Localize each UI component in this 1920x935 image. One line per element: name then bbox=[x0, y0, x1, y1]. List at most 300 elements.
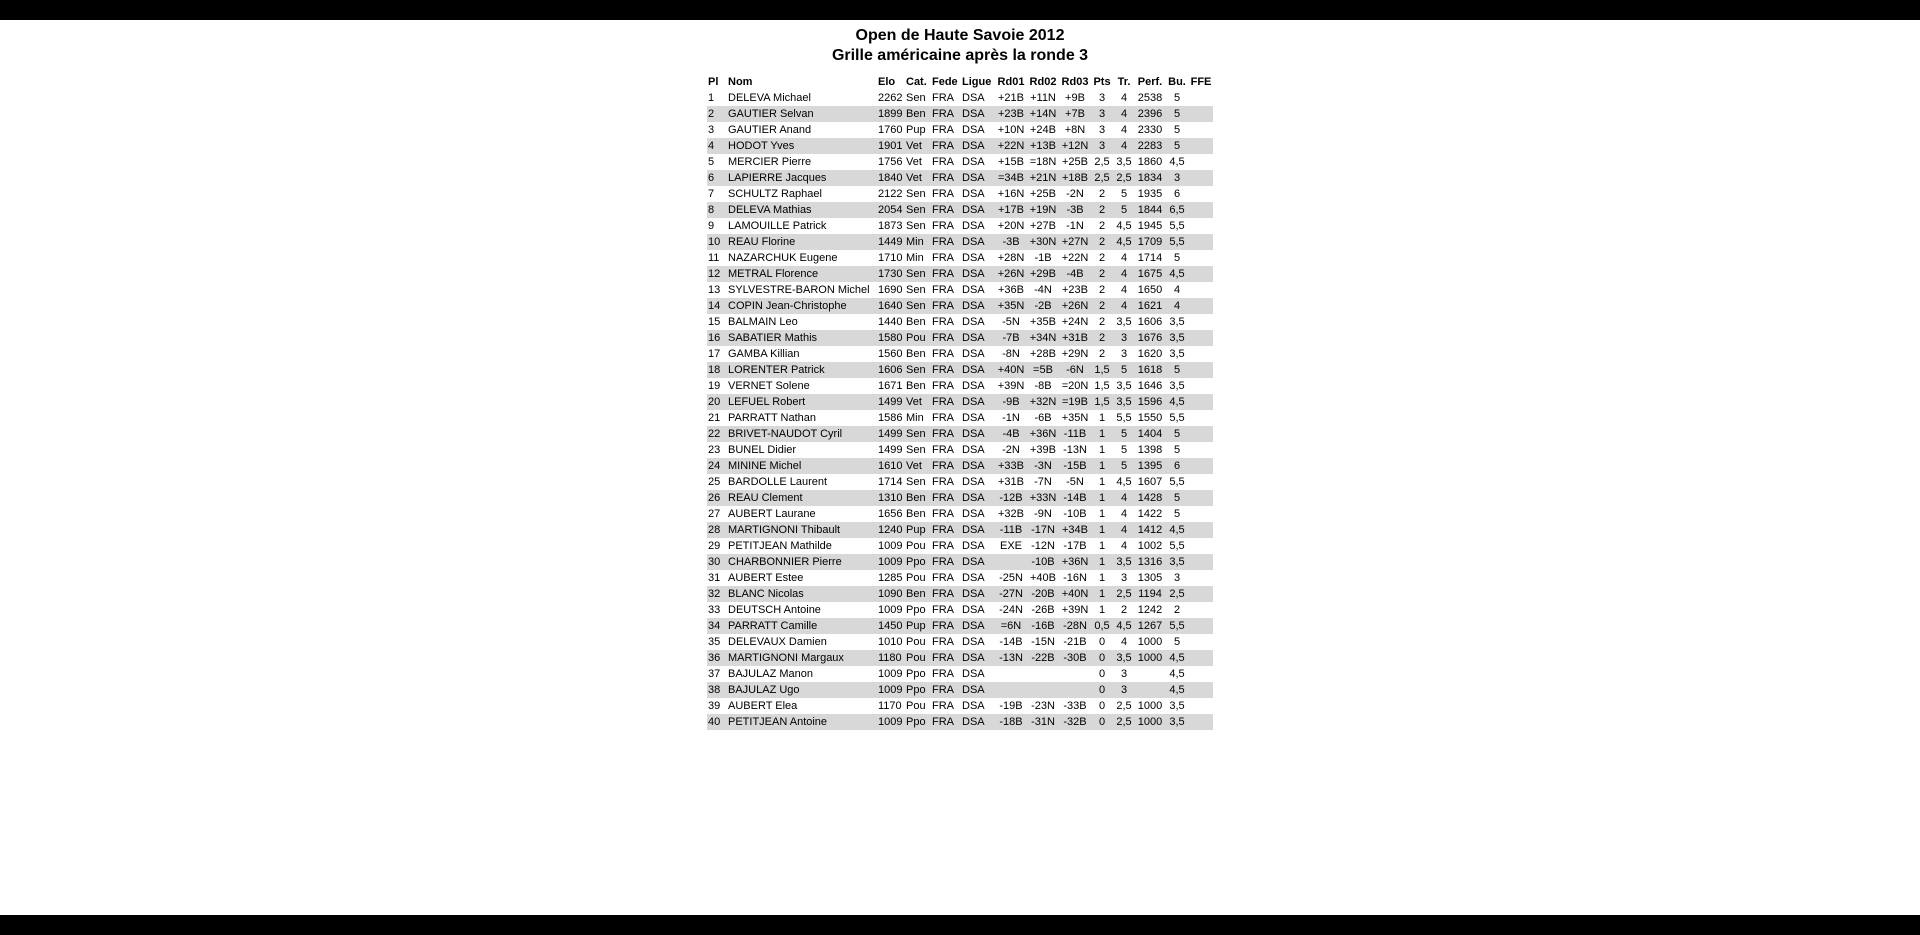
cell: 4,5 bbox=[1116, 476, 1132, 488]
cell: FRA bbox=[932, 108, 954, 120]
cell bbox=[1189, 186, 1213, 202]
cell: 2 bbox=[1098, 300, 1106, 312]
cell: 1860 bbox=[1137, 156, 1163, 168]
cell: 1 bbox=[1098, 492, 1106, 504]
cell: -25N bbox=[999, 572, 1023, 584]
cell: DSA bbox=[962, 556, 985, 568]
cell: 1194 bbox=[1138, 588, 1162, 600]
cell: 4 bbox=[1120, 268, 1128, 280]
cell: 5 bbox=[1173, 252, 1181, 264]
cell: +23B bbox=[1062, 284, 1088, 296]
header-row bbox=[707, 74, 1213, 90]
cell: =5B bbox=[1033, 364, 1053, 376]
table-row bbox=[707, 122, 1213, 138]
cell: Ben bbox=[906, 508, 926, 520]
cell: +34B bbox=[1062, 524, 1088, 536]
cell: 2 bbox=[1098, 220, 1106, 232]
cell: =19B bbox=[1062, 396, 1088, 408]
cell: SABATIER Mathis bbox=[728, 332, 818, 344]
cell: 3,5 bbox=[1116, 556, 1132, 568]
cell: FRA bbox=[932, 364, 954, 376]
cell: DSA bbox=[962, 268, 985, 280]
cell: 0 bbox=[1098, 700, 1106, 712]
cell: 0 bbox=[1098, 636, 1106, 648]
cell: 0 bbox=[1098, 716, 1106, 728]
cell: 1090 bbox=[878, 588, 903, 600]
table-row bbox=[707, 298, 1213, 314]
cell: +21N bbox=[1029, 172, 1057, 184]
table-row bbox=[707, 330, 1213, 346]
cell: 2,5 bbox=[1116, 716, 1132, 728]
cell bbox=[1189, 346, 1213, 362]
cell: 3,5 bbox=[1169, 556, 1185, 568]
cell: 2330 bbox=[1137, 124, 1163, 136]
cell: FRA bbox=[932, 412, 954, 424]
cell: 35 bbox=[708, 636, 721, 648]
cell bbox=[1189, 426, 1213, 442]
cell bbox=[1135, 666, 1165, 682]
cell bbox=[1189, 378, 1213, 394]
cell: 1690 bbox=[878, 284, 903, 296]
cell: 10 bbox=[708, 236, 721, 248]
cell: 9 bbox=[708, 220, 715, 232]
cell: DSA bbox=[962, 92, 985, 104]
cell: 6 bbox=[1173, 188, 1181, 200]
cell: -21B bbox=[1063, 636, 1087, 648]
cell: 2262 bbox=[878, 92, 903, 104]
bottom-letterbox-bar bbox=[0, 915, 1920, 935]
cell: DSA bbox=[962, 204, 985, 216]
cell: 1428 bbox=[1137, 492, 1163, 504]
cell: FRA bbox=[932, 204, 954, 216]
cell: -1B bbox=[1034, 252, 1052, 264]
cell: 26 bbox=[708, 492, 721, 504]
cell: Vet bbox=[906, 172, 922, 184]
cell bbox=[1189, 650, 1213, 666]
cell: CHARBONNIER Pierre bbox=[728, 556, 842, 568]
cell bbox=[1059, 682, 1091, 698]
standings-table-body bbox=[707, 90, 1213, 730]
cell: -6B bbox=[1034, 412, 1052, 424]
cell: DSA bbox=[962, 668, 985, 680]
table-row bbox=[707, 362, 1213, 378]
cell: 1404 bbox=[1137, 428, 1163, 440]
cell: 4,5 bbox=[1169, 684, 1185, 696]
cell: 5,5 bbox=[1169, 540, 1185, 552]
table-row bbox=[707, 282, 1213, 298]
cell: Sen bbox=[906, 300, 926, 312]
cell: -27N bbox=[999, 588, 1023, 600]
cell: +33N bbox=[1029, 492, 1057, 504]
cell: 1714 bbox=[878, 476, 903, 488]
cell: 3 bbox=[1120, 572, 1128, 584]
cell: =18N bbox=[1029, 156, 1057, 168]
cell: 2,5 bbox=[1094, 156, 1110, 168]
cell: FRA bbox=[932, 396, 954, 408]
cell: -6N bbox=[1066, 364, 1084, 376]
cell: 5,5 bbox=[1169, 236, 1185, 248]
cell: 5 bbox=[1173, 492, 1181, 504]
cell: +29N bbox=[1061, 348, 1089, 360]
cell: 25 bbox=[708, 476, 721, 488]
cell: DSA bbox=[962, 604, 985, 616]
cell: 1675 bbox=[1137, 268, 1163, 280]
table-row bbox=[707, 442, 1213, 458]
cell: Sen bbox=[906, 428, 926, 440]
cell: 1 bbox=[1098, 444, 1106, 456]
cell: =34B bbox=[998, 172, 1024, 184]
cell: +28B bbox=[1030, 348, 1056, 360]
cell: 3,5 bbox=[1116, 380, 1132, 392]
cell: FRA bbox=[932, 716, 954, 728]
cell: -3B bbox=[1066, 204, 1084, 216]
cell: Ppo bbox=[906, 668, 926, 680]
cell: Sen bbox=[906, 268, 926, 280]
cell: 11 bbox=[708, 252, 720, 264]
cell: -28N bbox=[1063, 620, 1087, 632]
header-cell-tr: Tr. bbox=[1117, 76, 1131, 88]
table-row bbox=[707, 650, 1213, 666]
cell: -19B bbox=[999, 700, 1023, 712]
report-page bbox=[0, 20, 1920, 915]
cell: 28 bbox=[708, 524, 721, 536]
cell: FRA bbox=[932, 428, 954, 440]
cell: DSA bbox=[962, 156, 985, 168]
cell: 1499 bbox=[878, 428, 903, 440]
cell: 4 bbox=[1120, 284, 1128, 296]
cell: 5 bbox=[1173, 108, 1181, 120]
cell: 1009 bbox=[878, 716, 903, 728]
cell: 4 bbox=[1173, 300, 1181, 312]
cell: 2 bbox=[1098, 236, 1106, 248]
cell: 5,5 bbox=[1169, 476, 1185, 488]
cell: -10B bbox=[1063, 508, 1087, 520]
cell: FRA bbox=[932, 268, 954, 280]
cell bbox=[1189, 458, 1213, 474]
cell: -15N bbox=[1031, 636, 1055, 648]
cell: 34 bbox=[708, 620, 721, 632]
cell: 27 bbox=[708, 508, 721, 520]
cell: Vet bbox=[906, 460, 922, 472]
cell: 4,5 bbox=[1169, 156, 1185, 168]
cell: 4 bbox=[1120, 540, 1128, 552]
cell: 2 bbox=[1098, 316, 1106, 328]
cell: LAPIERRE Jacques bbox=[728, 172, 827, 184]
cell: -26B bbox=[1031, 604, 1055, 616]
cell: 0 bbox=[1098, 668, 1106, 680]
cell: 3,5 bbox=[1116, 316, 1132, 328]
cell: EXE bbox=[999, 540, 1022, 552]
table-row bbox=[707, 506, 1213, 522]
cell: 5 bbox=[1173, 140, 1181, 152]
cell: -17N bbox=[1031, 524, 1055, 536]
cell: DSA bbox=[962, 316, 985, 328]
cell: 2 bbox=[1098, 252, 1106, 264]
cell: Pou bbox=[906, 652, 926, 664]
cell: GAUTIER Selvan bbox=[728, 108, 814, 120]
cell: -32B bbox=[1063, 716, 1087, 728]
cell: -4N bbox=[1034, 284, 1052, 296]
cell: +18B bbox=[1062, 172, 1088, 184]
cell bbox=[1189, 122, 1213, 138]
cell: -3N bbox=[1034, 460, 1052, 472]
cell: 3,5 bbox=[1116, 156, 1132, 168]
header-cell-rd01: Rd01 bbox=[997, 76, 1025, 88]
table-row bbox=[707, 426, 1213, 442]
cell: Vet bbox=[906, 396, 922, 408]
cell: 1621 bbox=[1137, 300, 1163, 312]
cell: PETITJEAN Antoine bbox=[728, 716, 828, 728]
cell: 2122 bbox=[878, 188, 903, 200]
cell: FRA bbox=[932, 348, 954, 360]
cell: -17B bbox=[1063, 540, 1087, 552]
cell: 4 bbox=[1173, 284, 1181, 296]
cell: +19N bbox=[1029, 204, 1057, 216]
cell: 4,5 bbox=[1169, 524, 1185, 536]
cell: +28N bbox=[997, 252, 1025, 264]
table-row bbox=[707, 538, 1213, 554]
cell: 2,5 bbox=[1116, 588, 1132, 600]
cell: +32B bbox=[998, 508, 1024, 520]
cell: DSA bbox=[962, 332, 985, 344]
cell: FRA bbox=[932, 636, 954, 648]
cell: 3 bbox=[708, 124, 715, 136]
table-row bbox=[707, 250, 1213, 266]
header-cell-pl: Pl bbox=[708, 76, 719, 88]
cell: DSA bbox=[962, 348, 985, 360]
cell: 5 bbox=[1173, 428, 1181, 440]
cell: Sen bbox=[906, 476, 926, 488]
cell: +36N bbox=[1029, 428, 1057, 440]
cell: +17B bbox=[998, 204, 1024, 216]
cell: 3 bbox=[1098, 92, 1106, 104]
cell bbox=[1189, 394, 1213, 410]
cell: -13N bbox=[999, 652, 1023, 664]
cell bbox=[1189, 218, 1213, 234]
cell bbox=[1189, 442, 1213, 458]
table-row bbox=[707, 234, 1213, 250]
cell: 33 bbox=[708, 604, 721, 616]
cell: -16B bbox=[1031, 620, 1055, 632]
cell: 1760 bbox=[878, 124, 903, 136]
cell: -7B bbox=[1002, 332, 1020, 344]
cell: FRA bbox=[932, 332, 954, 344]
cell: 15 bbox=[708, 316, 721, 328]
cell: HODOT Yves bbox=[728, 140, 795, 152]
cell: DSA bbox=[962, 684, 985, 696]
cell: +26N bbox=[1061, 300, 1089, 312]
cell: 1709 bbox=[1137, 236, 1163, 248]
table-row bbox=[707, 202, 1213, 218]
cell: DSA bbox=[962, 652, 985, 664]
cell: 5 bbox=[708, 156, 715, 168]
cell: DSA bbox=[962, 284, 985, 296]
cell: 24 bbox=[708, 460, 721, 472]
cell: 18 bbox=[708, 364, 721, 376]
table-row bbox=[707, 138, 1213, 154]
cell: 1 bbox=[1098, 476, 1106, 488]
cell: -3B bbox=[1002, 236, 1020, 248]
cell: DSA bbox=[962, 444, 985, 456]
cell: +25B bbox=[1030, 188, 1056, 200]
cell bbox=[1059, 666, 1091, 682]
cell: FRA bbox=[932, 492, 954, 504]
cell: 1242 bbox=[1137, 604, 1163, 616]
cell: Ppo bbox=[906, 684, 926, 696]
cell: 1449 bbox=[878, 236, 903, 248]
cell: 1620 bbox=[1137, 348, 1163, 360]
cell: 1310 bbox=[878, 492, 903, 504]
cell: +13B bbox=[1030, 140, 1056, 152]
cell: 1240 bbox=[878, 524, 903, 536]
cell: +36B bbox=[998, 284, 1024, 296]
cell: 12 bbox=[708, 268, 721, 280]
cell: DSA bbox=[962, 124, 985, 136]
cell bbox=[1189, 522, 1213, 538]
cell: Sen bbox=[906, 204, 926, 216]
cell: 1935 bbox=[1137, 188, 1163, 200]
cell: DSA bbox=[962, 540, 985, 552]
cell: 1 bbox=[1098, 428, 1106, 440]
cell: Pup bbox=[906, 124, 926, 136]
table-row bbox=[707, 666, 1213, 682]
cell bbox=[1189, 154, 1213, 170]
table-row bbox=[707, 378, 1213, 394]
cell: DSA bbox=[962, 524, 985, 536]
cell: +35B bbox=[1030, 316, 1056, 328]
cell: 1450 bbox=[878, 620, 903, 632]
cell: 1646 bbox=[1137, 380, 1163, 392]
standings-table-header bbox=[707, 74, 1213, 90]
cell: Ben bbox=[906, 316, 926, 328]
cell: 4 bbox=[1120, 108, 1128, 120]
cell bbox=[1135, 682, 1165, 698]
cell: -7N bbox=[1034, 476, 1052, 488]
top-letterbox-bar bbox=[0, 0, 1920, 20]
header-cell-rd02: Rd02 bbox=[1029, 76, 1057, 88]
cell: -13N bbox=[1063, 444, 1087, 456]
cell: 1,5 bbox=[1094, 364, 1110, 376]
cell: METRAL Florence bbox=[728, 268, 819, 280]
cell: +40N bbox=[1061, 588, 1089, 600]
cell: -2N bbox=[1002, 444, 1020, 456]
header-cell-elo: Elo bbox=[878, 76, 896, 88]
report-subtitle: Grille américaine après la ronde 3 bbox=[831, 47, 1089, 64]
cell: DSA bbox=[962, 620, 985, 632]
cell: FRA bbox=[932, 604, 954, 616]
cell: DSA bbox=[962, 252, 985, 264]
cell: 1899 bbox=[878, 108, 903, 120]
cell: COPIN Jean-Christophe bbox=[728, 300, 847, 312]
cell: 1285 bbox=[878, 572, 903, 584]
cell: Sen bbox=[906, 220, 926, 232]
cell: 14 bbox=[708, 300, 721, 312]
cell: -14B bbox=[1063, 492, 1087, 504]
cell: DSA bbox=[962, 492, 985, 504]
cell: 0 bbox=[1098, 684, 1106, 696]
cell: 2 bbox=[1098, 188, 1106, 200]
cell bbox=[1027, 682, 1059, 698]
cell: 1180 bbox=[878, 652, 902, 664]
cell: Sen bbox=[906, 364, 926, 376]
cell: +24B bbox=[1030, 124, 1056, 136]
cell: MININE Michel bbox=[728, 460, 802, 472]
cell: BAJULAZ Manon bbox=[728, 668, 813, 680]
cell: FRA bbox=[932, 556, 954, 568]
cell: +31B bbox=[1062, 332, 1088, 344]
cell: MERCIER Pierre bbox=[728, 156, 812, 168]
cell: +31B bbox=[998, 476, 1024, 488]
table-row bbox=[707, 602, 1213, 618]
cell: BALMAIN Leo bbox=[728, 316, 798, 328]
cell: -2B bbox=[1034, 300, 1052, 312]
header-cell-ffe: FFE bbox=[1190, 76, 1212, 88]
cell bbox=[1189, 170, 1213, 186]
cell: +23B bbox=[998, 108, 1024, 120]
table-row bbox=[707, 714, 1213, 730]
cell: +22N bbox=[1061, 252, 1089, 264]
cell: +27N bbox=[1061, 236, 1089, 248]
cell: AUBERT Estee bbox=[728, 572, 804, 584]
cell: 7 bbox=[708, 188, 715, 200]
cell bbox=[995, 554, 1027, 570]
cell: FRA bbox=[932, 652, 954, 664]
cell: +39N bbox=[997, 380, 1025, 392]
cell: 6 bbox=[708, 172, 715, 184]
cell: 19 bbox=[708, 380, 721, 392]
cell: NAZARCHUK Eugene bbox=[728, 252, 838, 264]
cell: 8 bbox=[708, 204, 715, 216]
cell: 2283 bbox=[1137, 140, 1163, 152]
cell bbox=[1189, 314, 1213, 330]
cell: 1606 bbox=[878, 364, 903, 376]
cell: DSA bbox=[962, 428, 985, 440]
cell: -9B bbox=[1002, 396, 1020, 408]
cell: FRA bbox=[932, 476, 954, 488]
cell: 1618 bbox=[1137, 364, 1163, 376]
cell: PETITJEAN Mathilde bbox=[728, 540, 832, 552]
cell: AUBERT Elea bbox=[728, 700, 798, 712]
cell: +39B bbox=[1030, 444, 1056, 456]
cell: 5,5 bbox=[1169, 620, 1185, 632]
cell: 4,5 bbox=[1116, 620, 1132, 632]
cell bbox=[1189, 330, 1213, 346]
cell: -9N bbox=[1034, 508, 1052, 520]
cell: REAU Clement bbox=[728, 492, 803, 504]
cell: 1499 bbox=[878, 444, 903, 456]
cell: 1009 bbox=[878, 668, 903, 680]
cell: Pou bbox=[906, 540, 926, 552]
cell: -24N bbox=[999, 604, 1023, 616]
cell: 40 bbox=[708, 716, 721, 728]
cell: Pup bbox=[906, 620, 926, 632]
cell: LAMOUILLE Patrick bbox=[728, 220, 827, 232]
cell: -2N bbox=[1066, 188, 1084, 200]
cell: SYLVESTRE-BARON Michel bbox=[728, 284, 870, 296]
table-row bbox=[707, 154, 1213, 170]
cell: SCHULTZ Raphael bbox=[728, 188, 822, 200]
cell: 4 bbox=[1120, 524, 1128, 536]
table-row bbox=[707, 410, 1213, 426]
cell: 1656 bbox=[878, 508, 903, 520]
cell: +34N bbox=[1029, 332, 1057, 344]
cell: +35N bbox=[1061, 412, 1089, 424]
table-row bbox=[707, 586, 1213, 602]
cell: 3 bbox=[1098, 124, 1106, 136]
cell: +40B bbox=[1030, 572, 1056, 584]
cell: FRA bbox=[932, 188, 954, 200]
cell: 1596 bbox=[1137, 396, 1163, 408]
